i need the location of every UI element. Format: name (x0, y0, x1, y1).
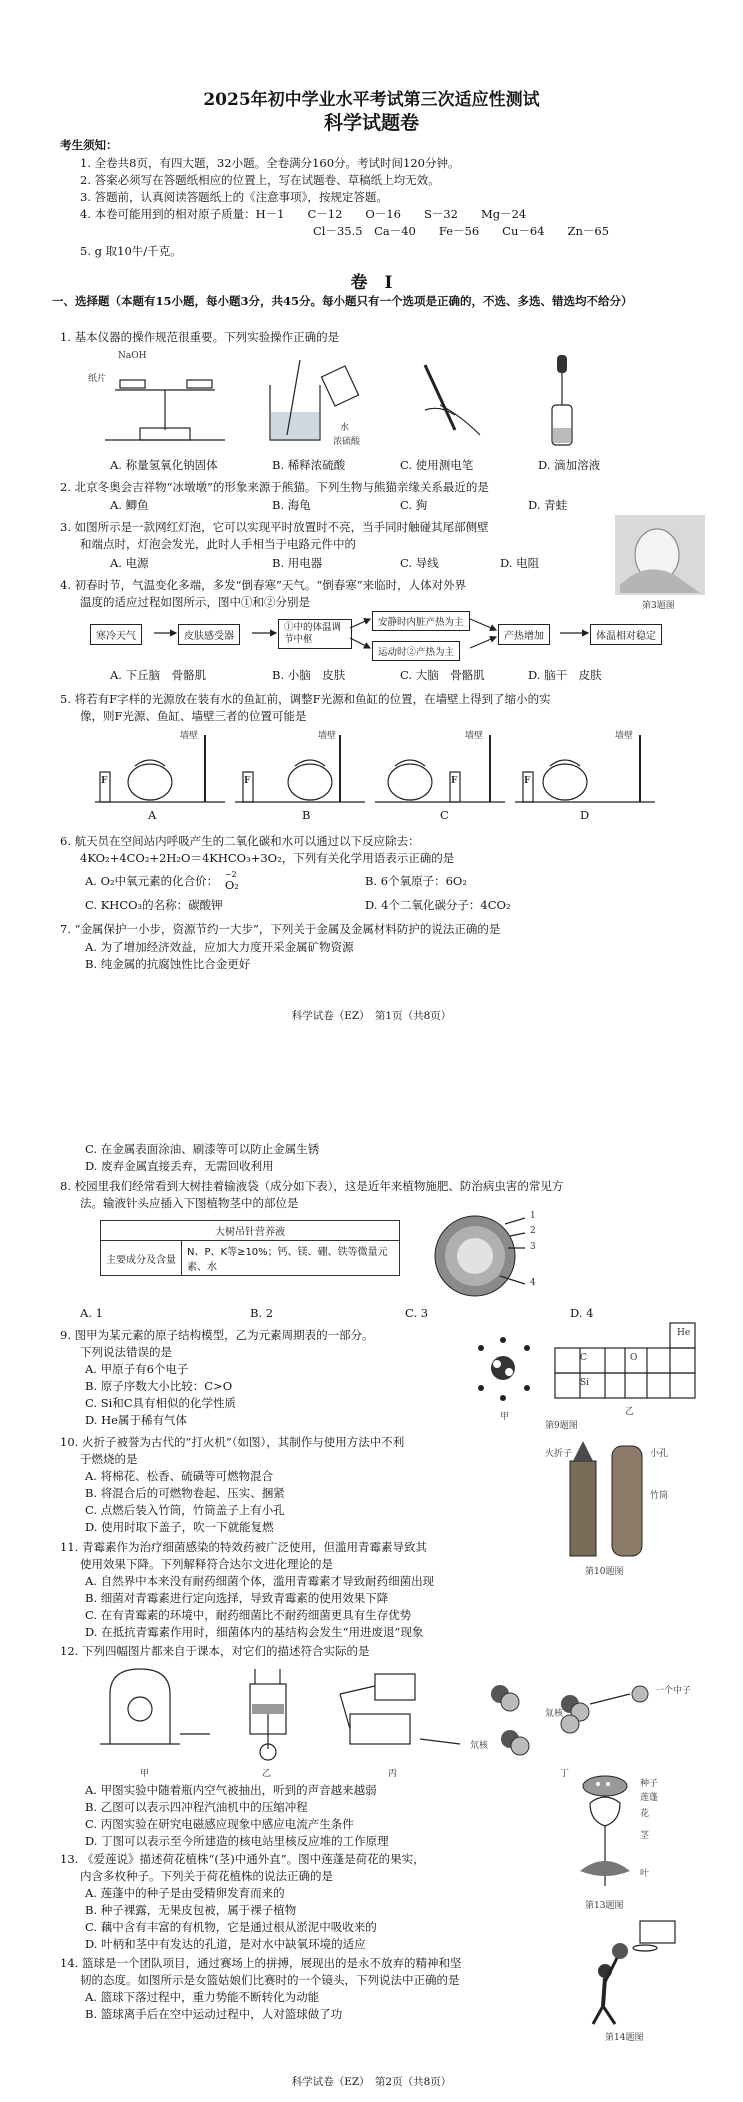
q13-label-seed: 种子 (640, 1779, 659, 1789)
q7-option-d: D. 废弃金属直接丢弃，无需回收利用 (85, 1159, 274, 1173)
q1-option-c: C. 使用测电笔 (400, 458, 474, 472)
q7-stem: 7. “金属保护一小步，资源节约一大步”，下列关于金属及金属材料防护的说法正确的是 (60, 922, 501, 936)
flow-rest-heat: 安静时内脏产热为主 (372, 611, 470, 631)
q4-option-a: A. 下丘脑 骨骼肌 (110, 668, 207, 682)
q4-line-1: 4. 初春时节，气温变化多端，多发“倒春寒”天气。“倒春寒”来临时，人体对外界 (60, 578, 467, 592)
q4-option-d: D. 脑干 皮肤 (528, 668, 602, 682)
q2-option-d: D. 青蛙 (528, 498, 568, 512)
page1-footer: 科学试卷（EZ） 第1页（共8页） (291, 1010, 452, 1022)
q13-line-2: 内含多枚种子。下列关于荷花植株的说法正确的是 (80, 1869, 333, 1883)
q1-label-paper: 纸片 (88, 374, 107, 384)
q2-option-b: B. 海龟 (272, 498, 311, 512)
q5-wall-d: 墙壁 (615, 731, 634, 741)
exam-title: 2025年初中学业水平考试第三次适应性测试 (203, 90, 540, 110)
q10-label-fire-starter: 火折子 (545, 1449, 573, 1459)
q13-option-b: B. 种子裸露，无果皮包被，属于裸子植物 (85, 1903, 297, 1917)
pt-cell-si: Si (580, 1378, 590, 1388)
q6-valence-notation (224, 870, 239, 893)
notice-3: 3. 答题前，认真阅读答题纸上的《注意事项》，按规定答题。 (80, 190, 388, 204)
q5-option-c: C (440, 808, 449, 822)
q11-option-a: A. 自然界中本来没有耐药细菌个体，滥用青霉素才导致耐药细菌出现 (85, 1574, 435, 1588)
pt-cell-c: C (580, 1353, 587, 1363)
q12-label-deuterium: 氘核 (470, 1741, 489, 1751)
flow-regulation-center: ①中的体温调节中枢 (278, 619, 352, 649)
q14-line-2: 韧的态度。如图所示是女篮姑娘们比赛时的一个镜头，下列说法中正确的是 (80, 1973, 460, 1987)
q2-option-c: C. 狗 (400, 498, 428, 512)
nutrient-table-value: N、P、K等≥10%；钙、镁、硼、铁等微量元素、水 (182, 1241, 400, 1276)
q10-option-b: B. 将混合后的可燃物卷起、压实、捆紧 (85, 1486, 285, 1500)
q6-option-a-text: A. O₂中氧元素的化合价： (85, 874, 219, 888)
q8-line-1: 8. 校园里我们经常看到大树挂着输液袋（成分如下表），这是近年来植物施肥、防治病虫害的常见方 (60, 1179, 564, 1193)
q8-option-c: C. 3 (405, 1306, 429, 1320)
q9-label-yi: 乙 (625, 1407, 635, 1417)
q12-option-b: B. 乙图可以表示四冲程汽油机中的压缩冲程 (85, 1800, 308, 1814)
lotus-figure (570, 1771, 645, 1896)
q5-f-b: F (244, 776, 251, 786)
q4-line-2: 温度的适应过程如图所示，图中①和②分别是 (80, 595, 310, 609)
q11-option-c: C. 在有青霉素的环境中，耐药细菌比不耐药细菌更具有生存优势 (85, 1608, 412, 1622)
q12-option-a: A. 甲图实验中随着瓶内空气被抽出，听到的声音越来越弱 (85, 1783, 377, 1797)
q5-option-a: A (148, 808, 157, 822)
flow-exercise-heat: 运动时②产热为主 (372, 641, 460, 661)
q4-option-b: B. 小脑 皮肤 (272, 668, 346, 682)
q5-fishbowl-figure (95, 730, 665, 810)
stem-label-4: 4 (530, 1278, 536, 1288)
fishbowl-setup-d (515, 735, 655, 802)
q13-option-a: A. 莲蓬中的种子是由受精卵发育而来的 (85, 1886, 285, 1900)
q7-option-a: A. 为了增加经济效益，应加大力度开采金属矿物资源 (85, 940, 354, 954)
q13-caption: 第13题图 (585, 1901, 624, 1911)
nutrient-table-title: 大树吊针营养液 (101, 1221, 400, 1241)
q3-option-c: C. 导线 (400, 556, 439, 570)
q9-option-a: A. 甲原子有6个电子 (85, 1362, 189, 1376)
pt-cell-o: O (630, 1353, 638, 1363)
notice-2: 2. 答案必须写在答题纸相应的位置上，写在试题卷、草稿纸上均无效。 (80, 173, 440, 187)
notice-4-cont: Cl－35.5 Ca－40 Fe－56 Cu－64 Zn－65 (313, 224, 610, 238)
q5-wall-a: 墙壁 (180, 731, 199, 741)
bell-jar-figure (100, 1669, 210, 1744)
q9-line-2: 下列说法错误的是 (80, 1345, 172, 1359)
q5-wall-c: 墙壁 (465, 731, 484, 741)
pt-cell-he: He (677, 1328, 691, 1338)
q8-option-b: B. 2 (250, 1306, 274, 1320)
q1-option-a: A. 称量氢氧化钠固体 (110, 458, 218, 472)
q6-option-b: B. 6个氧原子：6O₂ (365, 874, 467, 888)
q10-option-c: C. 点燃后装入竹筒，竹筒盖子上有小孔 (85, 1503, 285, 1517)
q12-option-d: D. 丁图可以表示至今所建造的核电站里核反应堆的工作原理 (85, 1834, 389, 1848)
q6-line-2: 4KO₂+4CO₂+2H₂O＝4KHCO₃+3O₂，下列有关化学用语表示正确的是 (80, 851, 455, 865)
q13-option-c: C. 藕中含有丰富的有机物，它是通过根从淤泥中吸收来的 (85, 1920, 377, 1934)
q10-option-a: A. 将棉花、松香、硫磺等可燃物混合 (85, 1469, 274, 1483)
q1-stem: 1. 基本仪器的操作规范很重要。下列实验操作正确的是 (60, 330, 340, 344)
q12-label-yi: 乙 (262, 1769, 272, 1779)
q12-label-tritium: 氚核 (545, 1709, 564, 1719)
q9-option-d: D. He属于稀有气体 (85, 1413, 187, 1427)
page2-footer: 科学试卷（EZ） 第2页（共8页） (291, 2076, 452, 2088)
basketball-figure (585, 1916, 685, 2028)
atom-model (475, 1336, 535, 1406)
q11-option-d: D. 在抵抗青霉素作用时，细菌体内的基结构会发生“用进废退”现象 (85, 1625, 424, 1639)
q5-line-1: 5. 将若有F字样的光源放在装有水的鱼缸前，调整F光源和鱼缸的位置，在墙壁上得到了缩小的实 (60, 692, 551, 706)
q3-option-d: D. 电阻 (500, 556, 540, 570)
q10-option-d: D. 使用时取下盖子，吹一下就能复燃 (85, 1520, 274, 1534)
notice-heading: 考生须知： (60, 138, 118, 152)
q14-option-a: A. 篮球下落过程中，重力势能不断转化为动能 (85, 1990, 320, 2004)
q12-textbook-figures (100, 1664, 660, 1764)
q13-label-seedpod: 莲蓬 (640, 1793, 659, 1803)
q3-line-1: 3. 如图所示是一款网红灯泡，它可以实现平时放置时不亮，当手同时触碰其尾部侧壁 (60, 520, 489, 534)
q5-f-c: F (451, 776, 458, 786)
q12-label-neutron: 一个中子 (655, 1686, 692, 1696)
q3-option-a: A. 电源 (110, 556, 149, 570)
q13-option-d: D. 叶柄和茎中有发达的孔道，是对水中缺氧环境的适应 (85, 1937, 366, 1951)
q14-caption: 第14题图 (605, 2033, 644, 2043)
q9-option-b: B. 原子序数大小比较：C>O (85, 1379, 233, 1393)
q13-line-1: 13. 《爱莲说》描述荷花植株“(茎)中通外直”。图中莲蓬是荷花的果实， (60, 1852, 425, 1866)
q8-line-2: 法。输液针头应插入下图植物茎中的部位是 (80, 1196, 299, 1210)
q12-label-ding: 丁 (560, 1769, 570, 1779)
q6-option-c: C. KHCO₃的名称：碳酸钾 (85, 898, 223, 912)
q5-f-a: F (101, 776, 108, 786)
q12-stem: 12. 下列四幅图片都来自于课本，对它们的描述符合实际的是 (60, 1644, 370, 1658)
q9-option-c: C. Si和C具有相似的化学性质 (85, 1396, 237, 1410)
q12-option-c: C. 丙图实验在研究电磁感应现象中感应电流产生条件 (85, 1817, 354, 1831)
q2-stem: 2. 北京冬奥会吉祥物“冰墩墩”的形象来源于熊猫。下列生物与熊猫亲缘关系最近的是 (60, 480, 489, 494)
q4-option-c: C. 大脑 骨骼肌 (400, 668, 485, 682)
fishbowl-setup-a (95, 735, 225, 802)
nutrient-table-label: 主要成分及含量 (101, 1241, 182, 1276)
exam-page-2 (0, 1116, 743, 2102)
flow-skin-receptor: 皮肤感受器 (178, 624, 240, 645)
section-heading: 一、选择题（本题有15小题，每小题3分，共45分。每小题只有一个选项是正确的，不选、多选、错选均不给分） (52, 294, 633, 308)
q12-label-jia: 甲 (140, 1769, 150, 1779)
flow-cold-weather: 寒冷天气 (90, 624, 142, 645)
notice-1: 1. 全卷共8页，有四大题，32小题。全卷满分160分。考试时间120分钟。 (80, 156, 460, 170)
q6-option-a (85, 870, 239, 892)
induction-figure (340, 1674, 460, 1744)
q9-line-1: 9. 图甲为某元素的原子结构模型，乙为元素周期表的一部分。 (60, 1328, 374, 1342)
q12-label-bing: 丙 (388, 1769, 398, 1779)
q1-option-b: B. 稀释浓硫酸 (272, 458, 346, 472)
q9-caption: 第9题图 (545, 1421, 578, 1431)
q7-option-c: C. 在金属表面涂油、刷漆等可以防止金属生锈 (85, 1142, 320, 1156)
fusion-figure (491, 1685, 648, 1755)
q3-caption: 第3题图 (642, 601, 675, 611)
notice-5: 5. g 取10牛/千克。 (80, 244, 182, 258)
q9-label-jia: 甲 (500, 1412, 510, 1422)
notice-4: 4. 本卷可能用到的相对原子质量：H－1 C－12 O－16 S－32 Mg－24 (80, 207, 527, 221)
q3-line-2: 和端点时，灯泡会发光，此时人手相当于电路元件中的 (80, 537, 356, 551)
q6-valence-value: −2 (224, 870, 237, 879)
q6-option-d: D. 4个二氧化碳分子：4CO₂ (365, 898, 511, 912)
q7-option-b: B. 纯金属的抗腐蚀性比合金更好 (85, 957, 251, 971)
q4-flow-arrows (0, 0, 743, 700)
fishbowl-setup-b (235, 735, 365, 802)
stem-label-3: 3 (530, 1242, 536, 1252)
q10-label-hole: 小孔 (650, 1449, 669, 1459)
stem-label-1: 1 (530, 1211, 536, 1221)
flow-temp-stable: 体温相对稳定 (590, 624, 662, 645)
q5-line-2: 像，则F光源、鱼缸、墙壁三者的位置可能是 (80, 709, 307, 723)
q14-option-b: B. 篮球离手后在空中运动过程中，人对篮球做了功 (85, 2007, 343, 2021)
q13-label-stem: 茎 (640, 1831, 650, 1841)
q8-option-d: D. 4 (570, 1306, 594, 1320)
volume-heading: 卷 Ⅰ (350, 273, 393, 293)
q11-option-b: B. 细菌对青霉素进行定向选择，导致青霉素的使用效果下降 (85, 1591, 389, 1605)
q10-line-2: 于燃烧的是 (80, 1452, 138, 1466)
fishbowl-setup-c (375, 735, 505, 802)
q6-line-1: 6. 航天员在空间站内呼吸产生的二氧化碳和水可以通过以下反应除去： (60, 834, 420, 848)
q1-label-water: 水 (340, 423, 350, 433)
q13-label-leaf: 叶 (640, 1869, 650, 1879)
q1-label-naoh: NaOH (118, 351, 147, 361)
stem-label-2: 2 (530, 1226, 536, 1236)
q14-line-1: 14. 篮球是一个团队项目，通过赛场上的拼搏，展现出的是永不放弃的精神和坚 (60, 1956, 462, 1970)
q6-valence-symbol: O₂ (224, 878, 239, 892)
q1-option-d: D. 滴加溶液 (538, 458, 601, 472)
q5-wall-b: 墙壁 (318, 731, 337, 741)
q11-line-1: 11. 青霉素作为治疗细菌感染的特效药被广泛使用，但滥用青霉素导致其 (60, 1540, 427, 1554)
q5-option-b: B (302, 808, 311, 822)
q10-caption: 第10题图 (585, 1567, 624, 1577)
q1-label-acid: 浓硫酸 (333, 437, 361, 447)
nutrient-table (100, 1220, 400, 1276)
q11-line-2: 使用效果下降。下列解释符合达尔文进化理论的是 (80, 1557, 333, 1571)
q10-line-1: 10. 火折子被誉为古代的“打火机”（如图），其制作与使用方法中不利 (60, 1435, 405, 1449)
engine-figure (250, 1669, 286, 1760)
q5-option-d: D (580, 808, 590, 822)
q5-f-d: F (524, 776, 531, 786)
q13-label-flower: 花 (640, 1809, 650, 1819)
q8-option-a: A. 1 (80, 1306, 103, 1320)
q2-option-a: A. 鲫鱼 (110, 498, 149, 512)
flow-heat-increase: 产热增加 (498, 624, 550, 645)
exam-subtitle: 科学试题卷 (323, 112, 419, 134)
q3-option-b: B. 用电器 (272, 556, 323, 570)
q10-label-tube: 竹筒 (650, 1491, 669, 1501)
stem-cross-section (430, 1206, 540, 1301)
